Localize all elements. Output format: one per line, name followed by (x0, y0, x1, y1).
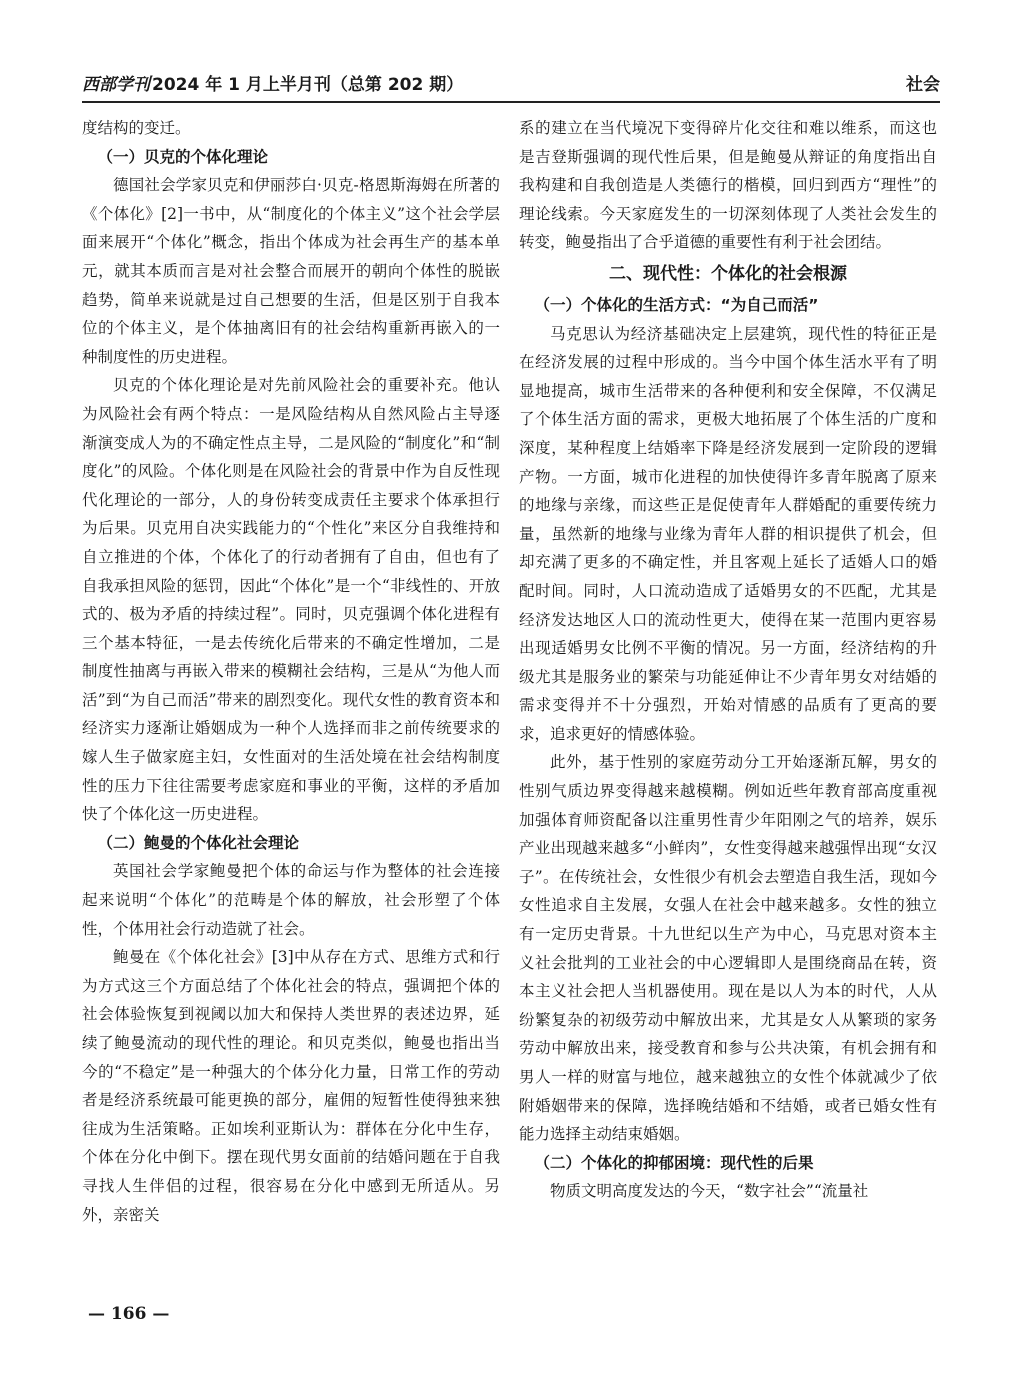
journal-issue: 2024 年 1 月上半月刊（总第 202 期） (152, 75, 464, 95)
section-heading: 二、现代性：个体化的社会根源 (609, 263, 847, 284)
page-number: — 166 — (88, 1304, 170, 1324)
journal-mast: 西部学刊 (82, 75, 150, 95)
paragraph: 英国社会学家鲍曼把个体的命运与作为整体的社会连接起来说明“个体化”的范畴是个体的解放，社会形塑了个体性，个体用社会行动造就了社会。 (82, 862, 500, 938)
header-rule (82, 101, 940, 103)
section-name: 社会 (906, 75, 940, 95)
paragraph: 马克思认为经济基础决定上层建筑，现代性的特征正是在经济发展的过程中形成的。当今中国个体生活水平有了明显地提高，城市生活带来的各种便利和安全保障，不仅满足了个体生活方面的需求，更极大地拓展了个体生活的广度和深度，某种程度上结婚率下降是经济发展到一定阶段的逻辑产物。一方面，城市化进程的加快使得许多青年脱离了原来的地缘与亲缘，而这些正是促使青年人群婚配的重要传统力量，虽然新的地缘与业缘为青年人群的相识提供了机会，但却充满了更多的不确定性，并且客观上延长了适婚人口的婚配时间。同时，人口流动造成了适婚男女的不匹配，尤其是经济发达地区人口的流动性更大，使得在某一范围内更容易出现适婚男女比例不平衡的情况。另一方面，经济结构的升级尤其是服务业的繁荣与功能延伸让不少青年男女对结婚的需求变得并不十分强烈，开始对情感的品质有了更高的要求，追求更好的情感体验。 (519, 324, 937, 743)
journal-title (82, 74, 463, 96)
paragraph: 德国社会学家贝克和伊丽莎白·贝克-格恩斯海姆在所著的《个体化》[2]一书中，从“制度化的个体主义”这个社会学层面来展开“个体化”概念，指出个体成为社会再生产的基本单元，就其本质而言是对社会整合而展开的朝向个体性的脱嵌趋势，简单来说就是过自己想要的生活，但是区别于自我本位的个体主义，是个体抽离旧有的社会结构重新再嵌入的一种制度性的历史进程。 (82, 176, 500, 366)
paragraph: 此外，基于性别的家庭劳动分工开始逐渐瓦解，男女的性别气质边界变得越来越模糊。例如近些年教育部高度重视加强体育师资配备以注重男性青少年阳刚之气的培养，娱乐产业出现越来越多“小鲜肉”，女性变得越来越强悍出现“女汉子”。在传统社会，女性很少有机会去塑造自我生活，现如今女性追求自主发展，女强人在社会中越来越多。女性的独立有一定历史背景。十九世纪以生产为中心，马克思对资本主义社会批判的工业社会的中心逻辑即人是围绕商品在转，资本主义社会把人当机器使用。现在是以人为本的时代，人从纷繁复杂的初级劳动中解放出来，尤其是女人从繁琐的家务劳动中解放出来，接受教育和参与公共决策，有机会拥有和男人一样的财富与地位，越来越独立的女性个体就减少了依附婚姻带来的保障，选择晚结婚和不结婚，或者已婚女性有能力选择主动结束婚姻。 (519, 753, 937, 1144)
subsection-heading: （一）贝克的个体化理论 (97, 147, 269, 166)
left-column (82, 114, 500, 1229)
paragraph: 物质文明高度发达的今天，“数字社会”“流量社 (550, 1182, 869, 1201)
running-header (82, 74, 940, 100)
paragraph: 贝克的个体化理论是对先前风险社会的重要补充。他认为风险社会有两个特点：一是风险结构从自然风险占主导逐渐演变成人为的不确定性点主导，二是风险的“制度化”和“制度化”的风险。个体化则是在风险社会的背景中作为自反性现代化理论的一部分，人的身份转变成责任主要求个体承担行为后果。贝克用自决实践能力的“个性化”来区分自我维持和自立推进的个体，个体化了的行动者拥有了自由，但也有了自我承担风险的惩罚，因此“个体化”是一个“非线性的、开放式的、极为矛盾的持续过程”。同时，贝克强调个体化进程有三个基本特征，一是去传统化后带来的不确定性增加，二是制度性抽离与再嵌入带来的模糊社会结构，三是从“为他人而活”到“为自己而活”带来的剧烈变化。现代女性的教育资本和经济实力逐渐让婚姻成为一种个人选择而非之前传统要求的嫁人生子做家庭主妇，女性面对的生活处境在社会结构制度性的压力下往往需要考虑家庭和事业的平衡，这样的矛盾加快了个体化这一历史进程。 (82, 376, 500, 824)
paragraph: 系的建立在当代境况下变得碎片化交往和难以维系，而这也是吉登斯强调的现代性后果，但是鲍曼从辩证的角度指出自我构建和自我创造是人类德行的楷模，回归到西方“理性”的理论线索。今天家庭发生的一切深刻体现了人类社会发生的转变，鲍曼指出了合乎道德的重要性有利于社会团结。 (519, 119, 937, 252)
right-column (519, 114, 937, 1206)
paragraph: 鲍曼在《个体化社会》[3]中从存在方式、思维方式和行为方式这三个方面总结了个体化社会的特点，强调把个体的社会体验恢复到视阈以加大和保持人类世界的表述边界，延续了鲍曼流动的现代性的理论。和贝克类似，鲍曼也指出当今的“不稳定”是一种强大的个体分化力量，日常工作的劳动者是经济系统最可能更换的部分，雇佣的短暂性使得独来独往成为生活策略。正如埃利亚斯认为：群体在分化中生存，个体在分化中倒下。摆在现代男女面前的结婚问题在于自我寻找人生伴侣的过程，很容易在分化中感到无所适从。另外，亲密关 (82, 948, 500, 1224)
subsection-heading: （一）个体化的生活方式：“为自己而活” (534, 295, 819, 314)
paragraph: 度结构的变迁。 (82, 119, 191, 137)
subsection-heading: （二）个体化的抑郁困境：现代性的后果 (534, 1153, 814, 1172)
subsection-heading: （二）鲍曼的个体化社会理论 (97, 833, 300, 852)
